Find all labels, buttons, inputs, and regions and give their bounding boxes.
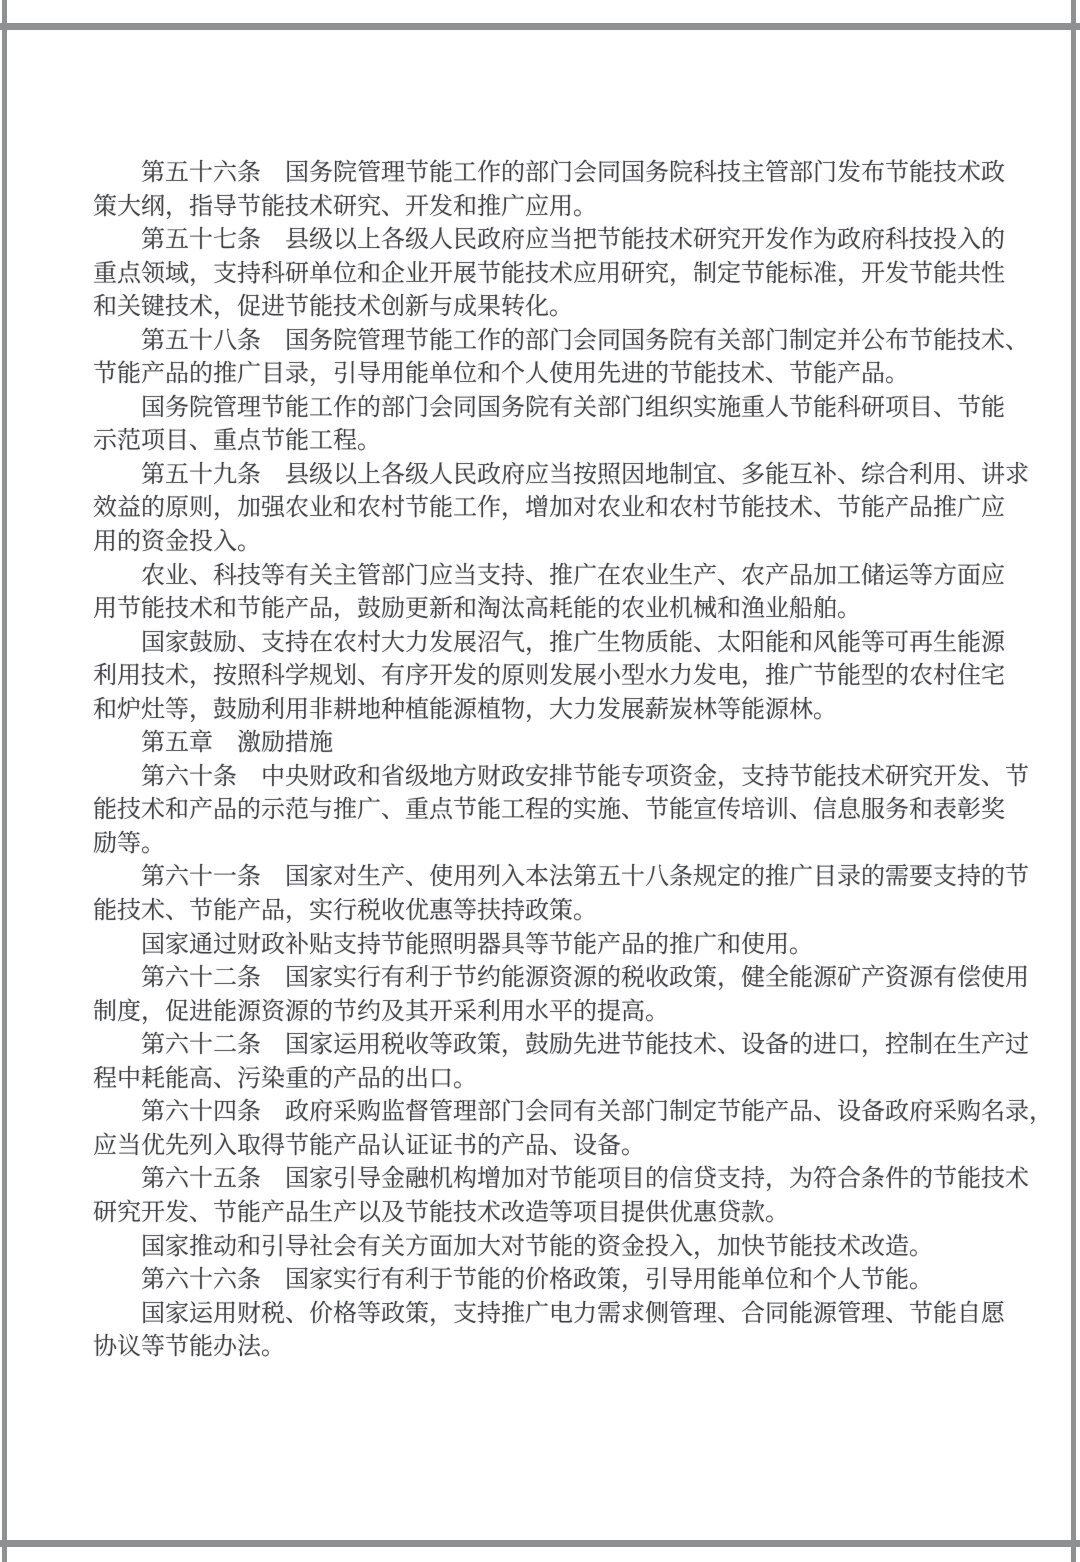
text-line: 和炉灶等，鼓励利用非耕地种植能源植物，大力发展薪炭林等能源林。 [93, 696, 837, 723]
text-line: 国家推动和引导社会有关方面加大对节能的资金投入，加快节能技术改造。 [93, 1233, 933, 1260]
text-line: 第六十四条 政府采购监督管理部门会同有关部门制定节能产品、设备政府采购名录， [93, 1099, 1053, 1126]
scanned-document-text [93, 157, 1053, 1365]
text-line: 利用技术，按照科学规划、有序开发的原则发展小型水力发电，推广节能型的农村住宅 [93, 663, 1005, 690]
text-line: 第六十六条 国家实行有利于节能的价格政策，引导用能单位和个人节能。 [93, 1267, 933, 1294]
page-border-top [0, 23, 1080, 30]
text-line: 第六十二条 国家运用税收等政策，鼓励先进节能技术、设备的进口，控制在生产过 [93, 1032, 1029, 1059]
text-line: 制度，促进能源资源的节约及其开采利用水平的提高。 [93, 998, 669, 1025]
text-line: 励等。 [93, 830, 165, 857]
text-line: 能技术和产品的示范与推广、重点节能工程的实施、节能宣传培训、信息服务和表彰奖 [93, 797, 1005, 824]
text-line: 协议等节能办法。 [93, 1334, 285, 1361]
text-line: 第五十六条 国务院管理节能工作的部门会同国务院科技主管部门发布节能技术政 [93, 160, 1005, 186]
text-line: 策大纲，指导节能技术研究、开发和推广应用。 [93, 193, 597, 220]
text-line: 第六十一条 国家对生产、使用列入本法第五十八条规定的推广目录的需要支持的节 [93, 864, 1029, 891]
text-line: 示范项目、重点节能工程。 [93, 428, 381, 455]
text-line: 应当优先列入取得节能产品认证证书的产品、设备。 [93, 1132, 645, 1159]
text-line: 用节能技术和节能产品，鼓励更新和淘汰高耗能的农业机械和渔业船舶。 [93, 596, 861, 623]
text-line: 研究开发、节能产品生产以及节能技术改造等项目提供优惠贷款。 [93, 1199, 789, 1226]
text-line: 国家鼓励、支持在农村大力发展沼气，推广生物质能、太阳能和风能等可再生能源 [93, 629, 1005, 656]
page-border-bottom [0, 1540, 1080, 1547]
text-line: 程中耗能高、污染重的产品的出口。 [93, 1065, 477, 1092]
text-line: 重点领域，支持科研单位和企业开展节能技术应用研究，制定节能标准，开发节能共性 [93, 260, 1005, 287]
text-line: 第六十二条 国家实行有利于节约能源资源的税收政策，健全能源矿产资源有偿使用 [93, 965, 1029, 992]
text-line: 第五十八条 国务院管理节能工作的部门会同国务院有关部门制定并公布节能技术、 [93, 327, 1029, 354]
page-border-right [1071, 0, 1076, 1562]
text-line: 国务院管理节能工作的部门会同国务院有关部门组织实施重人节能科研项目、节能 [93, 394, 1005, 421]
page-border-left [2, 0, 7, 1562]
text-line: 国家通过财政补贴支持节能照明器具等节能产品的推广和使用。 [93, 931, 813, 958]
text-line: 效益的原则，加强农业和农村节能工作，增加对农业和农村节能技术、节能产品推广应 [93, 495, 1005, 522]
text-line: 第六十五条 国家引导金融机构增加对节能项目的信贷支持，为符合条件的节能技术 [93, 1166, 1029, 1193]
text-line: 用的资金投入。 [93, 529, 261, 556]
text-line: 第五十九条 县级以上各级人民政府应当按照因地制宜、多能互补、综合利用、讲求 [93, 461, 1029, 488]
text-line: 节能产品的推广目录，引导用能单位和个人使用先进的节能技术、节能产品。 [93, 361, 909, 388]
text-line: 能技术、节能产品，实行税收优惠等扶持政策。 [93, 898, 597, 925]
text-line: 第六十条 中央财政和省级地方财政安排节能专项资金，支持节能技术研究开发、节 [93, 763, 1029, 790]
text-line: 农业、科技等有关主管部门应当支持、推广在农业生产、农产品加工储运等方面应 [93, 562, 1005, 589]
text-line: 和关键技术，促进节能技术创新与成果转化。 [93, 294, 573, 321]
text-line: 第五十七条 县级以上各级人民政府应当把节能技术研究开发作为政府科技投入的 [93, 227, 1005, 254]
text-line: 国家运用财税、价格等政策，支持推广电力需求侧管理、合同能源管理、节能自愿 [93, 1300, 1005, 1327]
text-line: 第五章 激励措施 [93, 730, 333, 757]
